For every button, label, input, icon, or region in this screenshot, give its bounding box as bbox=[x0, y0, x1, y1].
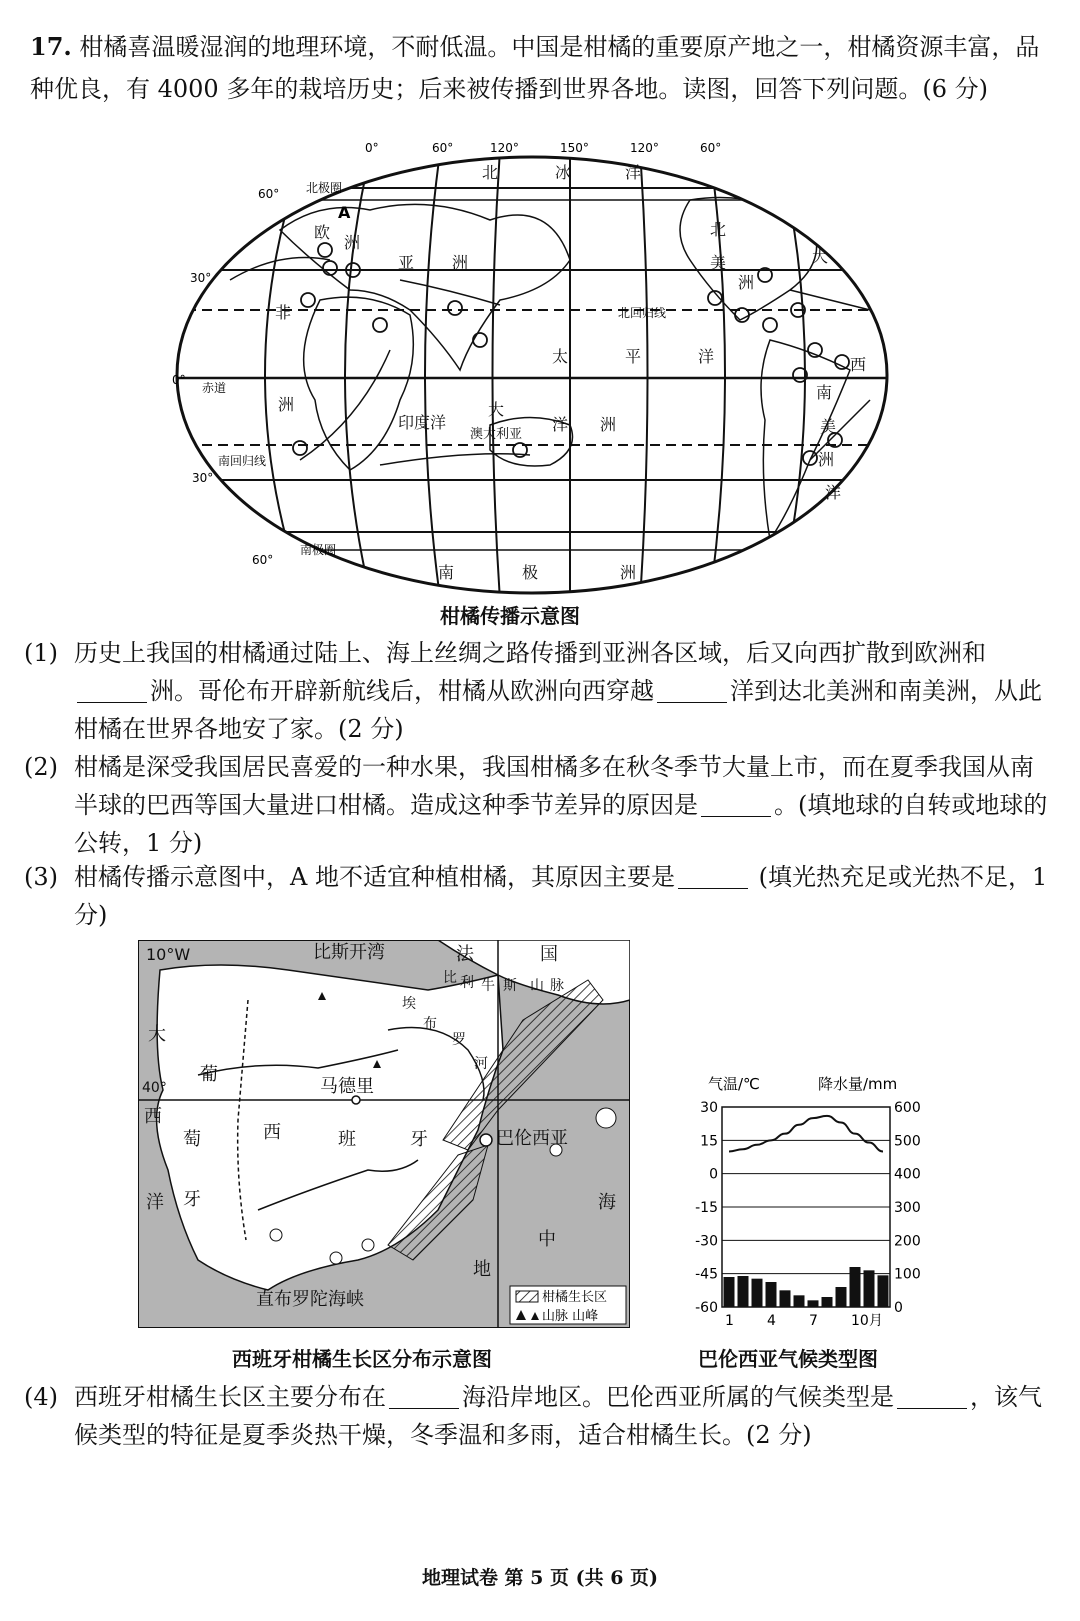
lat-label-30s: 30° bbox=[192, 471, 214, 485]
oceania-1: 大 bbox=[488, 400, 505, 419]
subquestion-2-label: (2) bbox=[24, 753, 58, 781]
temp-axis-label: 气温/℃ bbox=[708, 1075, 760, 1093]
valencia-label: 巴伦西亚 bbox=[496, 1128, 568, 1149]
subquestion-4-label: (4) bbox=[24, 1383, 58, 1411]
temp-tick-label: -15 bbox=[695, 1200, 718, 1216]
atlantic-1: 大 bbox=[148, 1024, 166, 1045]
sq3-part-2: (填光热充足或光热不足，1 分) bbox=[74, 863, 1048, 929]
ebro-4: 河 bbox=[474, 1056, 488, 1072]
lon-10w-label: 10°W bbox=[146, 945, 191, 964]
sq1-blank-1[interactable] bbox=[77, 678, 147, 703]
atlantic-2: 西 bbox=[850, 355, 867, 374]
valencia-dot bbox=[480, 1134, 492, 1146]
antarctica-2: 极 bbox=[522, 563, 539, 582]
atlantic-1: 大 bbox=[812, 247, 829, 266]
precip-bar bbox=[724, 1277, 735, 1307]
sq1-part-2: 洲。哥伦布开辟新航线后，柑橘从欧洲向西穿越 bbox=[150, 677, 654, 705]
portugal-3: 牙 bbox=[183, 1189, 201, 1210]
month-tick-label: 10月 bbox=[851, 1313, 883, 1329]
equator-label: 赤道 bbox=[202, 381, 227, 395]
month-tick-label: 7 bbox=[809, 1313, 818, 1329]
precip-bar bbox=[808, 1300, 819, 1307]
med-1: 地 bbox=[473, 1259, 491, 1280]
lon-label-2: 120° bbox=[490, 141, 519, 155]
africa-2: 洲 bbox=[278, 395, 295, 414]
question-number: 17. bbox=[30, 32, 72, 61]
pacific-2: 平 bbox=[625, 347, 642, 366]
lat-label-60n: 60° bbox=[258, 187, 280, 201]
europe-2: 洲 bbox=[344, 233, 361, 252]
subquestion-4 bbox=[24, 1378, 1054, 1454]
subquestion-3-label: (3) bbox=[24, 863, 58, 891]
precip-axis-label: 降水量/mm bbox=[818, 1075, 898, 1093]
atlantic-2: 西 bbox=[144, 1106, 162, 1127]
north-america-2: 美 bbox=[710, 253, 727, 272]
world-map-caption: 柑橘传播示意图 bbox=[440, 604, 580, 628]
spain-1: 西 bbox=[263, 1122, 281, 1143]
south-america-3: 洲 bbox=[818, 450, 835, 469]
south-america-1: 南 bbox=[816, 383, 833, 402]
precip-tick-label: 300 bbox=[894, 1200, 921, 1216]
portugal-2: 萄 bbox=[183, 1129, 201, 1150]
pyrenees-2: 利 bbox=[460, 975, 474, 991]
pacific-3: 洋 bbox=[698, 347, 715, 366]
atlantic-3: 洋 bbox=[146, 1192, 164, 1213]
month-tick-label: 1 bbox=[725, 1313, 734, 1329]
sq3-blank-1[interactable] bbox=[678, 864, 748, 889]
madrid-label: 马德里 bbox=[320, 1076, 374, 1097]
madrid-dot bbox=[352, 1096, 360, 1104]
sq4-part-1: 西班牙柑橘生长区主要分布在 bbox=[74, 1383, 386, 1411]
precip-bar bbox=[878, 1275, 889, 1307]
precip-tick-label: 400 bbox=[894, 1166, 921, 1183]
france-2: 国 bbox=[540, 944, 558, 965]
spain-3: 牙 bbox=[410, 1129, 428, 1150]
temp-tick-label: -60 bbox=[695, 1300, 718, 1316]
legend-hatch-swatch bbox=[516, 1291, 538, 1302]
subquestion-1-label: (1) bbox=[24, 639, 58, 667]
ebro-1: 埃 bbox=[402, 996, 416, 1012]
balearic-island bbox=[596, 1108, 616, 1128]
ebro-2: 布 bbox=[423, 1016, 437, 1032]
world-map bbox=[170, 140, 890, 600]
sq2-part-1: 柑橘是深受我国居民喜爱的一种水果，我国柑橘多在秋冬季节大量上市，而在夏季我国从南半球的巴西等国大量进口柑橘。造成这种季节差异的原因是 bbox=[74, 753, 1034, 819]
ebro-3: 罗 bbox=[452, 1032, 466, 1048]
temp-tick-label: 30 bbox=[700, 1100, 718, 1116]
north-america-3: 洲 bbox=[738, 273, 755, 292]
temp-tick-label: -30 bbox=[695, 1233, 718, 1250]
indian-ocean: 印度洋 bbox=[398, 413, 447, 432]
subquestion-1 bbox=[24, 634, 1054, 748]
precip-bar bbox=[850, 1267, 861, 1307]
north-america-1: 北 bbox=[710, 220, 727, 239]
arctic-ocean-2: 冰 bbox=[555, 163, 572, 182]
atlantic-3: 洋 bbox=[825, 483, 842, 502]
sq3-part-1: 柑橘传播示意图中，A 地不适宜种植柑橘，其原因主要是 bbox=[74, 863, 675, 891]
precip-tick-label: 0 bbox=[894, 1300, 903, 1316]
australia-label: 澳大利亚 bbox=[470, 427, 523, 442]
sq4-blank-1[interactable] bbox=[389, 1384, 459, 1409]
lat-label-30n: 30° bbox=[190, 271, 212, 285]
med-3: 海 bbox=[598, 1192, 616, 1213]
arctic-circle-label: 北极圈 bbox=[306, 181, 343, 195]
arctic-ocean-1: 北 bbox=[482, 163, 499, 182]
south-america-2: 美 bbox=[820, 417, 837, 436]
precip-bar bbox=[794, 1295, 805, 1307]
lon-label-4: 120° bbox=[630, 141, 659, 155]
sq1-part-3: 洋到达北美洲和南美洲，从此柑橘在世界各地安了家。(2 分) bbox=[74, 677, 1042, 743]
tropic-capricorn-label: 南回归线 bbox=[218, 454, 267, 468]
sq4-part-3: ，该气候类型的特征是夏季炎热干燥，冬季温和多雨，适合柑橘生长。(2 分) bbox=[74, 1383, 1042, 1449]
sq1-part-1: 历史上我国的柑橘通过陆上、海上丝绸之路传播到亚洲各区域，后又向西扩散到欧洲和 bbox=[74, 639, 986, 667]
climate-chart-caption: 巴伦西亚气候类型图 bbox=[698, 1347, 878, 1371]
tropic-cancer-label: 北回归线 bbox=[618, 306, 667, 320]
pyrenees-1: 比 bbox=[443, 970, 457, 986]
precip-tick-label: 600 bbox=[894, 1100, 921, 1116]
sq2-blank-1[interactable] bbox=[701, 792, 771, 817]
precip-bar bbox=[766, 1282, 777, 1307]
asia-1: 亚 bbox=[398, 253, 415, 272]
precip-bar bbox=[864, 1270, 875, 1307]
antarctica-1: 南 bbox=[438, 563, 455, 582]
oceania-2: 洋 bbox=[552, 415, 569, 434]
precip-tick-label: 200 bbox=[894, 1233, 921, 1250]
question-stem bbox=[30, 26, 1050, 110]
page-footer: 地理试卷 第 5 页 (共 6 页) bbox=[421, 1567, 659, 1589]
legend-mountain-label: 山脉 山峰 bbox=[542, 1309, 599, 1324]
sq2-part-2: 。(填地球的自转或地球的公转，1 分) bbox=[74, 791, 1048, 857]
med-2: 中 bbox=[538, 1229, 556, 1250]
lat-label-60s: 60° bbox=[252, 553, 274, 567]
month-tick-label: 4 bbox=[767, 1313, 776, 1329]
antarctica-3: 洲 bbox=[620, 563, 637, 582]
precip-bar bbox=[780, 1290, 791, 1307]
lon-label-5: 60° bbox=[700, 141, 722, 155]
temperature-curve bbox=[729, 1116, 883, 1152]
gibraltar-label: 直布罗陀海峡 bbox=[256, 1289, 364, 1310]
lon-label-1: 60° bbox=[432, 141, 454, 155]
africa-1: 非 bbox=[275, 303, 292, 322]
precip-tick-label: 500 bbox=[894, 1133, 921, 1150]
precip-bar bbox=[738, 1276, 749, 1307]
subquestion-3 bbox=[24, 858, 1054, 934]
pyrenees-3: 牛 bbox=[481, 978, 495, 994]
biscay-label: 比斯开湾 bbox=[313, 942, 385, 963]
question-text: 柑橘喜温暖湿润的地理环境，不耐低温。中国是柑橘的重要原产地之一，柑橘资源丰富，品种优良，有 4000 多年的栽培历史；后来被传播到世界各地。读图，回答下列问题。(6 分) bbox=[30, 33, 1040, 103]
temp-tick-label: -45 bbox=[695, 1266, 718, 1283]
sq4-blank-2[interactable] bbox=[897, 1384, 967, 1409]
lon-label-3: 150° bbox=[560, 141, 589, 155]
temp-tick-label: 0 bbox=[709, 1166, 718, 1183]
pyrenees-4: 斯 bbox=[503, 978, 517, 994]
lon-label-0: 0° bbox=[365, 141, 379, 155]
spain-2: 班 bbox=[338, 1129, 356, 1150]
asia-2: 洲 bbox=[452, 253, 469, 272]
spain-map-caption: 西班牙柑橘生长区分布示意图 bbox=[232, 1347, 492, 1371]
sq1-blank-2[interactable] bbox=[657, 678, 727, 703]
lat-label-0: 0° bbox=[172, 373, 186, 387]
pacific-1: 太 bbox=[552, 347, 569, 366]
legend-citrus-label: 柑橘生长区 bbox=[542, 1290, 608, 1305]
arctic-ocean-3: 洋 bbox=[625, 163, 642, 182]
precip-tick-label: 100 bbox=[894, 1266, 921, 1283]
precip-bar bbox=[752, 1279, 763, 1307]
antarctic-circle-label: 南极圈 bbox=[300, 543, 337, 557]
france-1: 法 bbox=[456, 944, 474, 965]
climate-chart bbox=[690, 1075, 940, 1337]
lat-40-label: 40° bbox=[142, 1080, 167, 1096]
pyrenees-5: 山 bbox=[530, 978, 544, 994]
subquestion-2 bbox=[24, 748, 1054, 862]
portugal-1: 葡 bbox=[200, 1064, 218, 1085]
sq4-part-2: 海沿岸地区。巴伦西亚所属的气候类型是 bbox=[462, 1383, 894, 1411]
oceania-3: 洲 bbox=[600, 415, 617, 434]
spain-map bbox=[138, 940, 630, 1328]
precip-bar bbox=[822, 1297, 833, 1307]
pyrenees-6: 脉 bbox=[550, 978, 564, 994]
europe-1: 欧 bbox=[314, 223, 331, 242]
temp-tick-label: 15 bbox=[700, 1133, 718, 1150]
precip-bar bbox=[836, 1287, 847, 1307]
point-a-label: A bbox=[338, 203, 351, 222]
